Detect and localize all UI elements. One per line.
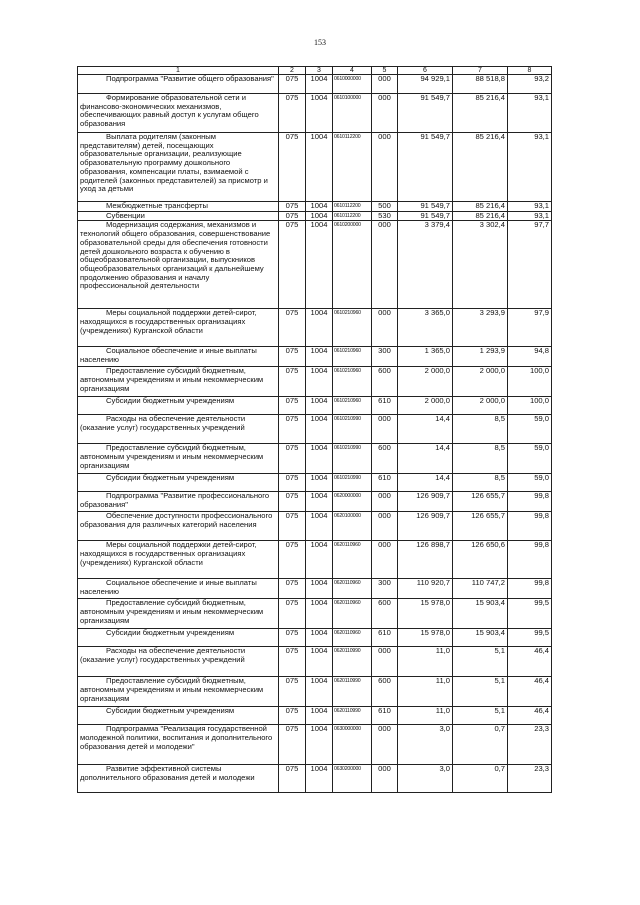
admin-code: 075 [279, 367, 306, 397]
table-row [78, 211, 552, 221]
percent-executed: 93,1 [508, 94, 552, 133]
header-cell: 4 [333, 67, 372, 75]
section-code: 1004 [306, 677, 333, 707]
executed-amount: 3 293,9 [453, 309, 508, 347]
plan-amount: 126 909,7 [398, 492, 453, 512]
budget-table [77, 66, 552, 793]
percent-executed: 99,8 [508, 492, 552, 512]
percent-executed: 23,3 [508, 725, 552, 765]
target-code: 0620110960 [333, 599, 372, 629]
section-code: 1004 [306, 579, 333, 599]
percent-executed: 99,5 [508, 599, 552, 629]
admin-code: 075 [279, 492, 306, 512]
executed-amount: 8,5 [453, 415, 508, 444]
table-row [78, 202, 552, 212]
expense-type: 300 [372, 347, 398, 367]
section-code: 1004 [306, 541, 333, 579]
row-name [78, 211, 279, 221]
executed-amount: 85 216,4 [453, 211, 508, 221]
expense-type: 500 [372, 202, 398, 212]
row-name-text: Формирование образовательной сети и финансово-экономических механизмов, обеспечивающих равный доступ к услугам общего образования [80, 93, 259, 129]
table-row [78, 677, 552, 707]
plan-amount: 94 929,1 [398, 75, 453, 94]
row-name-text: Подпрограмма "Реализация государственной молодежной политики, воспитания и дополнительного образования детей и молодежи" [80, 724, 273, 751]
expense-type: 000 [372, 309, 398, 347]
expense-type: 610 [372, 629, 398, 647]
row-name-text: Модернизация содержания, механизмов и технологий общего образования, совершенствование образовательной среды для обеспечения готовности детей дошкольного возраста к обучению в общеобразовательной организации, выпускников общеобразовательных организаций к дальнейшему продолжению образования и началу профессиональной деятельности [80, 220, 271, 291]
row-name-text: Расходы на обеспечение деятельности (оказание услуг) государственных учреждений [80, 646, 246, 665]
percent-executed: 99,8 [508, 512, 552, 541]
table-row [78, 725, 552, 765]
target-code: 0610000000 [333, 75, 372, 94]
plan-amount: 14,4 [398, 444, 453, 474]
executed-amount: 126 650,6 [453, 541, 508, 579]
row-name-text: Подпрограмма "Развитие общего образования" [106, 74, 274, 83]
expense-type: 000 [372, 765, 398, 793]
header-cell: 3 [306, 67, 333, 75]
executed-amount: 0,7 [453, 765, 508, 793]
executed-amount: 2 000,0 [453, 367, 508, 397]
header-cell: 6 [398, 67, 453, 75]
target-code: 0610112200 [333, 202, 372, 212]
section-code: 1004 [306, 512, 333, 541]
row-name [78, 647, 279, 677]
table-row [78, 347, 552, 367]
section-code: 1004 [306, 765, 333, 793]
admin-code: 075 [279, 309, 306, 347]
section-code: 1004 [306, 629, 333, 647]
header-cell: 1 [78, 67, 279, 75]
admin-code: 075 [279, 629, 306, 647]
admin-code: 075 [279, 579, 306, 599]
plan-amount: 110 920,7 [398, 579, 453, 599]
row-name-text: Межбюджетные трансферты [106, 201, 208, 210]
row-name [78, 347, 279, 367]
percent-executed: 99,5 [508, 629, 552, 647]
section-code: 1004 [306, 474, 333, 492]
row-name [78, 75, 279, 94]
plan-amount: 91 549,7 [398, 211, 453, 221]
header-cell: 8 [508, 67, 552, 75]
row-name-text: Субсидии бюджетным учреждениям [106, 396, 235, 406]
admin-code: 075 [279, 444, 306, 474]
target-code: 0610200000 [333, 221, 372, 309]
target-code: 0610210960 [333, 309, 372, 347]
expense-type: 000 [372, 492, 398, 512]
plan-amount: 15 978,0 [398, 599, 453, 629]
admin-code: 075 [279, 647, 306, 677]
plan-amount: 91 549,7 [398, 133, 453, 202]
admin-code: 075 [279, 75, 306, 94]
expense-type: 300 [372, 579, 398, 599]
row-name-text: Меры социальной поддержки детей-сирот, находящихся в государственных организациях (учреждениях) Курганской области [80, 308, 257, 335]
table-row [78, 94, 552, 133]
section-code: 1004 [306, 415, 333, 444]
row-name [78, 599, 279, 629]
table-row [78, 474, 552, 492]
admin-code: 075 [279, 133, 306, 202]
table-row [78, 492, 552, 512]
row-name [78, 765, 279, 793]
executed-amount: 126 655,7 [453, 512, 508, 541]
page-number: 153 [314, 38, 326, 47]
row-name-text: Подпрограмма "Развитие профессионального образования" [80, 491, 270, 510]
plan-amount: 1 365,0 [398, 347, 453, 367]
row-name [78, 474, 279, 492]
section-code: 1004 [306, 94, 333, 133]
percent-executed: 59,0 [508, 474, 552, 492]
plan-amount: 91 549,7 [398, 94, 453, 133]
percent-executed: 97,9 [508, 309, 552, 347]
target-code: 0610210960 [333, 397, 372, 415]
percent-executed: 99,8 [508, 579, 552, 599]
percent-executed: 93,2 [508, 75, 552, 94]
executed-amount: 5,1 [453, 677, 508, 707]
percent-executed: 99,8 [508, 541, 552, 579]
percent-executed: 23,3 [508, 765, 552, 793]
section-code: 1004 [306, 133, 333, 202]
plan-amount: 3 379,4 [398, 221, 453, 309]
admin-code: 075 [279, 211, 306, 221]
row-name [78, 202, 279, 212]
target-code: 0610210960 [333, 367, 372, 397]
executed-amount: 85 216,4 [453, 94, 508, 133]
row-name [78, 133, 279, 202]
target-code: 0620110990 [333, 677, 372, 707]
executed-amount: 2 000,0 [453, 397, 508, 415]
executed-amount: 3 302,4 [453, 221, 508, 309]
plan-amount: 11,0 [398, 677, 453, 707]
table-row [78, 707, 552, 725]
table-row [78, 512, 552, 541]
section-code: 1004 [306, 75, 333, 94]
admin-code: 075 [279, 397, 306, 415]
executed-amount: 85 216,4 [453, 202, 508, 212]
admin-code: 075 [279, 707, 306, 725]
plan-amount: 14,4 [398, 474, 453, 492]
table-row [78, 444, 552, 474]
admin-code: 075 [279, 725, 306, 765]
expense-type: 610 [372, 707, 398, 725]
row-name [78, 444, 279, 474]
admin-code: 075 [279, 415, 306, 444]
section-code: 1004 [306, 444, 333, 474]
executed-amount: 1 293,9 [453, 347, 508, 367]
admin-code: 075 [279, 512, 306, 541]
row-name-text: Развитие эффективной системы дополнительного образования детей и молодежи [80, 764, 255, 783]
admin-code: 075 [279, 474, 306, 492]
row-name-text: Расходы на обеспечение деятельности (оказание услуг) государственных учреждений [80, 414, 246, 433]
executed-amount: 15 903,4 [453, 599, 508, 629]
executed-amount: 88 518,8 [453, 75, 508, 94]
row-name [78, 94, 279, 133]
section-code: 1004 [306, 397, 333, 415]
percent-executed: 46,4 [508, 677, 552, 707]
row-name [78, 707, 279, 725]
row-name [78, 309, 279, 347]
section-code: 1004 [306, 202, 333, 212]
row-name [78, 415, 279, 444]
admin-code: 075 [279, 765, 306, 793]
percent-executed: 97,7 [508, 221, 552, 309]
expense-type: 600 [372, 444, 398, 474]
row-name [78, 579, 279, 599]
plan-amount: 15 978,0 [398, 629, 453, 647]
row-name-text: Субсидии бюджетным учреждениям [106, 473, 235, 483]
section-code: 1004 [306, 492, 333, 512]
expense-type: 000 [372, 94, 398, 133]
percent-executed: 59,0 [508, 415, 552, 444]
percent-executed: 94,8 [508, 347, 552, 367]
section-code: 1004 [306, 347, 333, 367]
target-code: 0620110960 [333, 541, 372, 579]
row-name [78, 725, 279, 765]
expense-type: 000 [372, 725, 398, 765]
target-code: 0620110990 [333, 647, 372, 677]
header-cell: 7 [453, 67, 508, 75]
row-name-text: Социальное обеспечение и иные выплаты населению [80, 578, 257, 597]
target-code: 0620110960 [333, 629, 372, 647]
table-row [78, 415, 552, 444]
expense-type: 600 [372, 677, 398, 707]
expense-type: 600 [372, 599, 398, 629]
row-name-text: Субвенции [106, 211, 145, 220]
section-code: 1004 [306, 725, 333, 765]
row-name-text: Социальное обеспечение и иные выплаты населению [80, 346, 257, 365]
section-code: 1004 [306, 367, 333, 397]
expense-type: 600 [372, 367, 398, 397]
row-name [78, 677, 279, 707]
row-name [78, 492, 279, 512]
expense-type: 000 [372, 133, 398, 202]
percent-executed: 100,0 [508, 397, 552, 415]
target-code: 0610210990 [333, 474, 372, 492]
percent-executed: 93,1 [508, 202, 552, 212]
row-name [78, 629, 279, 647]
admin-code: 075 [279, 221, 306, 309]
section-code: 1004 [306, 599, 333, 629]
admin-code: 075 [279, 541, 306, 579]
admin-code: 075 [279, 599, 306, 629]
header-cell: 5 [372, 67, 398, 75]
row-name-text: Предоставление субсидий бюджетным, автономным учреждениям и иным некоммерческим организациям [80, 598, 264, 625]
table-row [78, 221, 552, 309]
target-code: 0610210990 [333, 415, 372, 444]
expense-type: 530 [372, 211, 398, 221]
percent-executed: 100,0 [508, 367, 552, 397]
section-code: 1004 [306, 211, 333, 221]
row-name-text: Меры социальной поддержки детей-сирот, находящихся в государственных организациях (учреждениях) Курганской области [80, 540, 257, 567]
row-name-text: Выплата родителям (законным представителям) детей, посещающих образовательные организации, реализующие образовательную программу дошкольного образования, компенсации платы, взимаемой с родителей (законных представителей) за присмотр и уход за детьми [80, 132, 268, 194]
target-code: 0630200000 [333, 765, 372, 793]
plan-amount: 3 365,0 [398, 309, 453, 347]
table-row [78, 397, 552, 415]
expense-type: 000 [372, 75, 398, 94]
expense-type: 000 [372, 415, 398, 444]
table-row [78, 579, 552, 599]
table-row [78, 541, 552, 579]
admin-code: 075 [279, 677, 306, 707]
row-name [78, 367, 279, 397]
target-code: 0620110990 [333, 707, 372, 725]
executed-amount: 0,7 [453, 725, 508, 765]
target-code: 0610112200 [333, 211, 372, 221]
plan-amount: 3,0 [398, 725, 453, 765]
section-code: 1004 [306, 707, 333, 725]
target-code: 0610210990 [333, 444, 372, 474]
expense-type: 000 [372, 647, 398, 677]
section-code: 1004 [306, 647, 333, 677]
target-code: 0620110960 [333, 579, 372, 599]
row-name [78, 221, 279, 309]
table-row [78, 367, 552, 397]
expense-type: 000 [372, 512, 398, 541]
admin-code: 075 [279, 347, 306, 367]
percent-executed: 59,0 [508, 444, 552, 474]
plan-amount: 14,4 [398, 415, 453, 444]
expense-type: 000 [372, 221, 398, 309]
target-code: 0610100000 [333, 94, 372, 133]
row-name-text: Предоставление субсидий бюджетным, автономным учреждениям и иным некоммерческим организациям [80, 676, 264, 703]
percent-executed: 93,1 [508, 133, 552, 202]
table-row [78, 629, 552, 647]
section-code: 1004 [306, 221, 333, 309]
row-name-text: Предоставление субсидий бюджетным, автономным учреждениям и иным некоммерческим организациям [80, 366, 264, 393]
target-code: 0610210960 [333, 347, 372, 367]
executed-amount: 8,5 [453, 444, 508, 474]
header-row [78, 67, 552, 75]
row-name-text: Субсидии бюджетным учреждениям [106, 628, 235, 638]
target-code: 0610112200 [333, 133, 372, 202]
expense-type: 000 [372, 541, 398, 579]
row-name [78, 397, 279, 415]
admin-code: 075 [279, 202, 306, 212]
plan-amount: 2 000,0 [398, 397, 453, 415]
percent-executed: 46,4 [508, 707, 552, 725]
plan-amount: 2 000,0 [398, 367, 453, 397]
row-name-text: Предоставление субсидий бюджетным, автономным учреждениям и иным некоммерческим организациям [80, 443, 264, 470]
target-code: 0630000000 [333, 725, 372, 765]
section-code: 1004 [306, 309, 333, 347]
executed-amount: 5,1 [453, 707, 508, 725]
percent-executed: 46,4 [508, 647, 552, 677]
row-name-text: Обеспечение доступности профессионального образования для различных категорий населения [80, 511, 273, 530]
admin-code: 075 [279, 94, 306, 133]
table-row [78, 647, 552, 677]
executed-amount: 85 216,4 [453, 133, 508, 202]
executed-amount: 8,5 [453, 474, 508, 492]
expense-type: 610 [372, 474, 398, 492]
header-cell: 2 [279, 67, 306, 75]
executed-amount: 15 903,4 [453, 629, 508, 647]
executed-amount: 126 655,7 [453, 492, 508, 512]
expense-type: 610 [372, 397, 398, 415]
executed-amount: 110 747,2 [453, 579, 508, 599]
table-row [78, 765, 552, 793]
table-row [78, 75, 552, 94]
plan-amount: 91 549,7 [398, 202, 453, 212]
plan-amount: 11,0 [398, 707, 453, 725]
percent-executed: 93,1 [508, 211, 552, 221]
executed-amount: 5,1 [453, 647, 508, 677]
row-name [78, 512, 279, 541]
row-name [78, 541, 279, 579]
table-row [78, 133, 552, 202]
row-name-text: Субсидии бюджетным учреждениям [106, 706, 235, 716]
target-code: 0620100000 [333, 512, 372, 541]
plan-amount: 126 909,7 [398, 512, 453, 541]
plan-amount: 3,0 [398, 765, 453, 793]
table-row [78, 599, 552, 629]
plan-amount: 11,0 [398, 647, 453, 677]
table-row [78, 309, 552, 347]
plan-amount: 126 898,7 [398, 541, 453, 579]
target-code: 0620000000 [333, 492, 372, 512]
